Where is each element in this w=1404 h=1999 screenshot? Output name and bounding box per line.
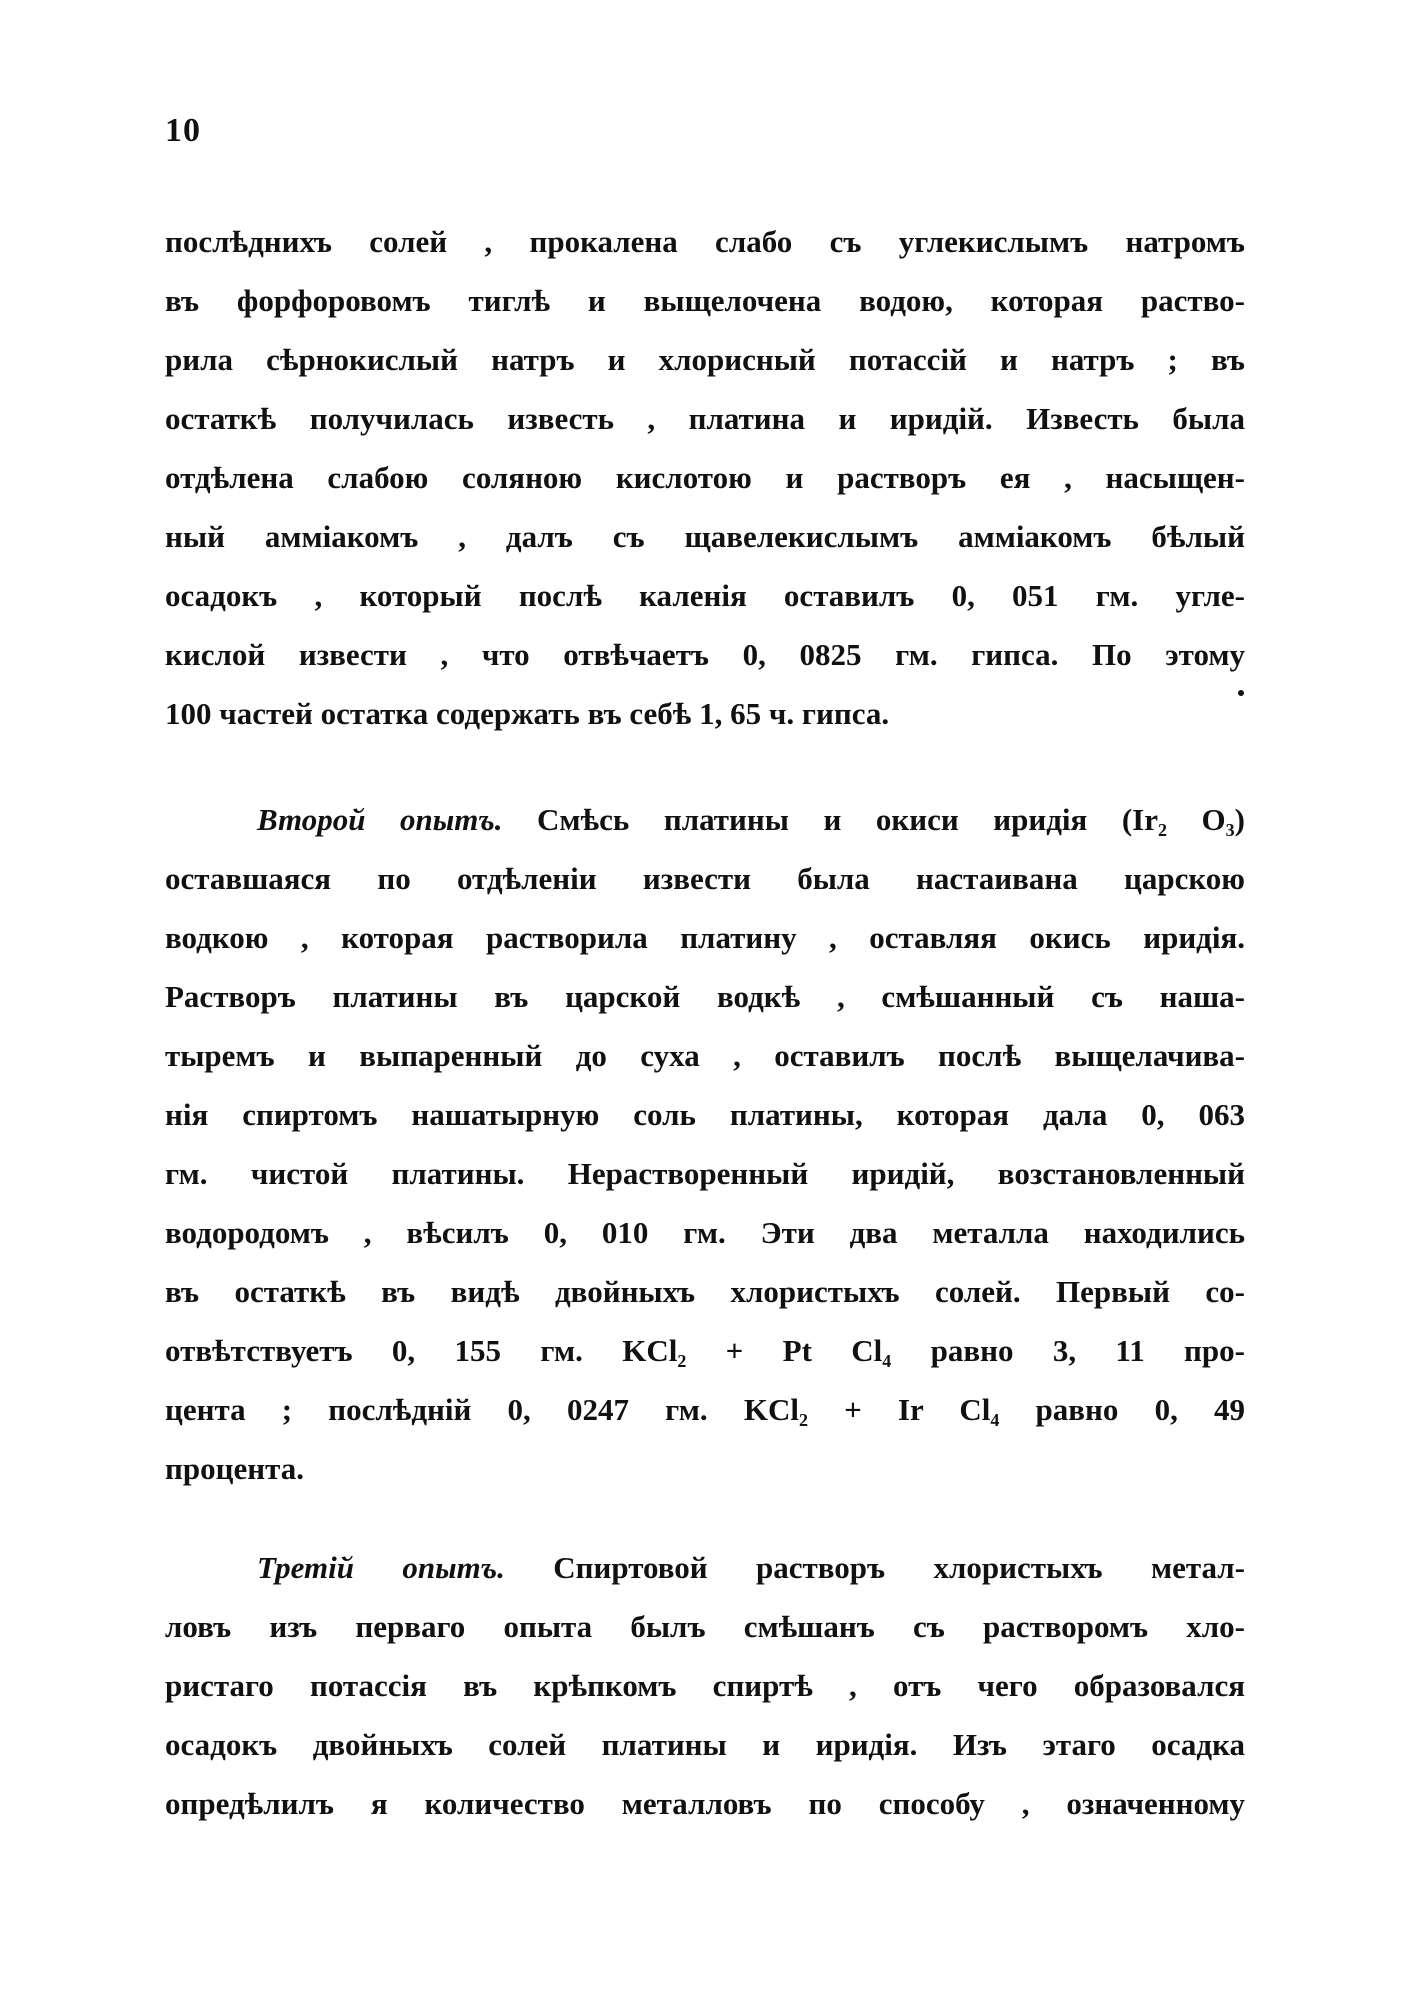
paragraph-3 bbox=[165, 1538, 1245, 1833]
subscript: 2 bbox=[677, 1351, 687, 1371]
text-line: послѣднихъ солей , прокалена слабо съ углекислымъ натромъ bbox=[165, 224, 1245, 259]
subscript: 2 bbox=[798, 1410, 808, 1430]
subscript: 4 bbox=[882, 1351, 892, 1371]
text-line: рила сѣрнокислый натръ и хлорисный потассій и натръ ; въ bbox=[165, 342, 1245, 377]
text-span: + Ir Cl bbox=[807, 1392, 991, 1427]
text-line: нія спиртомъ нашатырную соль платины, которая дала 0, 063 bbox=[165, 1097, 1245, 1132]
text-line: осадокъ двойныхъ солей платины и иридія. Изъ этаго осадка bbox=[165, 1727, 1245, 1762]
text-line bbox=[165, 790, 1245, 849]
text-span: Спиртовой растворъ хлористыхъ метал- bbox=[504, 1550, 1245, 1585]
text-line: кислой извести , что отвѣчаетъ 0, 0825 гм. гипса. По этому bbox=[165, 637, 1245, 672]
subscript: 3 bbox=[1225, 820, 1235, 840]
text-line: гм. чистой платины. Нерастворенный иридій, возстановленный bbox=[165, 1156, 1245, 1191]
text-line: процента. bbox=[165, 1451, 304, 1486]
text-line: ный аммiакомъ , далъ съ щавелекислымъ аммiакомъ бѣлый bbox=[165, 519, 1245, 554]
text-line: тыремъ и выпаренный до суха , оставилъ послѣ выщелачива- bbox=[165, 1038, 1245, 1073]
text-line: въ форфоровомъ тиглѣ и выщелочена водою, которая раство- bbox=[165, 283, 1245, 318]
text-line bbox=[165, 1380, 1245, 1439]
text-span: O bbox=[1167, 802, 1226, 837]
text-line bbox=[165, 1321, 1245, 1380]
text-line: отдѣлена слабою соляною кислотою и растворъ ея , насыщен- bbox=[165, 460, 1245, 495]
text-line: остаткѣ получилась известь , платина и иридій. Известь была bbox=[165, 401, 1245, 436]
text-line: водородомъ , вѣсилъ 0, 010 гм. Эти два металла находились bbox=[165, 1215, 1245, 1250]
text-line: въ остаткѣ въ видѣ двойныхъ хлористыхъ солей. Первый со- bbox=[165, 1274, 1245, 1309]
paragraph-2 bbox=[165, 790, 1245, 1498]
text-line: ристаго потассія въ крѣпкомъ спиртѣ , отъ чего образовался bbox=[165, 1668, 1245, 1703]
text-line: 100 частей остатка содержать въ себѣ 1, 65 ч. гипса. bbox=[165, 696, 890, 731]
subscript: 4 bbox=[990, 1410, 1000, 1430]
subscript: 2 bbox=[1158, 820, 1168, 840]
section-heading: Третій опытъ. bbox=[257, 1550, 505, 1585]
text-line: водкою , которая растворила платину , оставляя окись иридія. bbox=[165, 920, 1245, 955]
text-span: + Pt Cl bbox=[686, 1333, 883, 1368]
section-heading: Второй опытъ. bbox=[257, 802, 503, 837]
text-span: отвѣтствуетъ 0, 155 гм. KCl bbox=[165, 1333, 678, 1368]
text-line: осадокъ , который послѣ каленія оставилъ 0, 051 гм. угле- bbox=[165, 578, 1245, 613]
text-line: опредѣлилъ я количество металловъ по способу , означенному bbox=[165, 1786, 1245, 1821]
text-span: цента ; послѣдній 0, 0247 гм. KCl bbox=[165, 1392, 799, 1427]
text-span: Смѣсь платины и окиси иридія (Ir bbox=[502, 802, 1159, 837]
text-line: ловъ изъ перваго опыта былъ смѣшанъ съ растворомъ хло- bbox=[165, 1609, 1245, 1644]
page-number: 10 bbox=[165, 112, 201, 149]
paragraph-1 bbox=[165, 212, 1245, 743]
text-line: Растворъ платины въ царской водкѣ , смѣшанный съ нашa- bbox=[165, 979, 1245, 1014]
text-span: равно 0, 49 bbox=[999, 1392, 1245, 1427]
text-line bbox=[165, 1538, 1245, 1597]
text-span: ) bbox=[1234, 802, 1245, 837]
text-span: равно 3, 11 про- bbox=[891, 1333, 1245, 1368]
text-line: оставшаяся по отдѣленіи извести была настаивана царскою bbox=[165, 861, 1245, 896]
